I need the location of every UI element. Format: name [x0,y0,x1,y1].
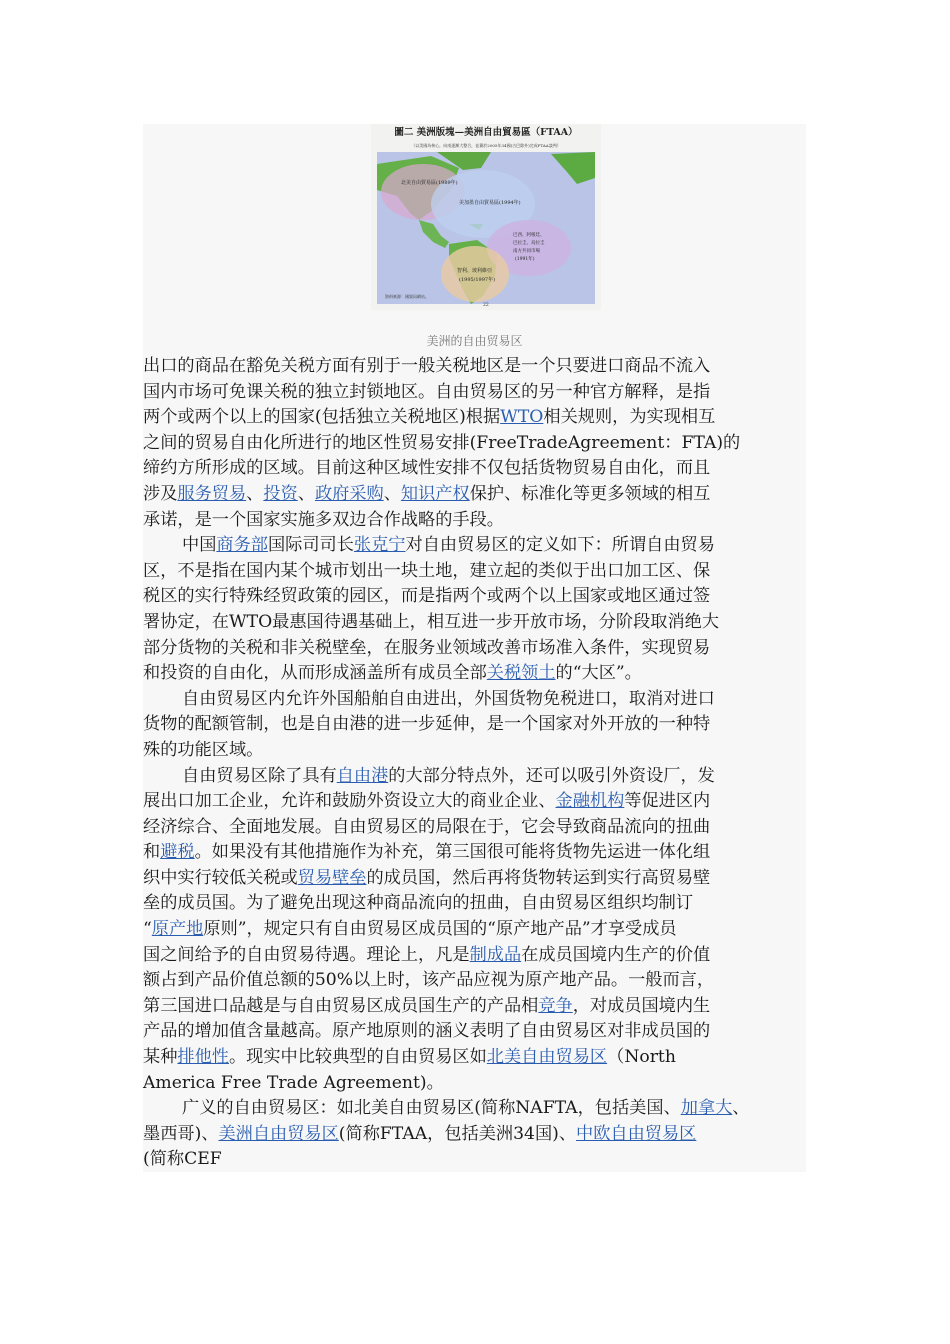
text-segment: 、 [297,483,315,504]
text-segment: 两个或两个以上的国家(包括独立关税地区)根据 [143,407,501,428]
text-segment: 国际司司长 [267,535,354,556]
text-segment: 垒的成员国。为了避免出现这种商品流向的扭曲，自由贸易区组织均制订 [143,893,694,914]
text-line [143,482,828,508]
text-segment: 出口的商品在豁免关税方面有别于一般关税地区是一个只要进口商品不流入 [143,356,711,376]
text-segment: 涉及 [143,483,178,504]
ftaa-map-figure [371,124,601,310]
text-segment: “ [143,919,152,940]
figure-source: 資料來源：國貿局網站。 [385,294,429,299]
text-segment: 原则”，规定只有自由贸易区成员国的“原产地产品”才享受成员 [203,919,677,940]
text-line [143,943,828,969]
text-line [143,866,828,892]
text-line [143,994,828,1020]
hyperlink[interactable]: 投资 [263,483,298,504]
text-segment: 缔约方所形成的区域。目前这种区域性安排不仅包括货物贸易自由化，而且 [143,458,711,479]
text-line [143,380,828,406]
text-segment: 等促进区内 [624,791,711,812]
mercosur-label-1: 巴西、阿根廷、 [513,233,545,238]
text-line [143,533,828,559]
text-line [143,559,828,585]
text-line [143,1045,828,1071]
text-segment: 第三国进口品越是与自由贸易区成员国生产的产品相 [143,995,539,1016]
hyperlink[interactable]: 贸易壁垒 [297,867,367,888]
text-line [143,405,828,431]
text-line [143,508,828,534]
text-segment: 自由贸易区内允许外国船舶自由进出，外国货物免税进口，取消对进口 [182,688,715,709]
text-line [143,764,828,790]
figure-caption: 美洲的自由贸易区 [426,334,523,348]
text-segment: 国内市场可免课关税的独立封锁地区。自由贸易区的另一种官方解释，是指 [143,381,711,402]
hyperlink[interactable]: 美洲自由贸易区 [218,1123,339,1144]
text-segment: 中国 [182,535,217,556]
hyperlink[interactable]: 中欧自由贸易区 [576,1123,697,1144]
text-segment: 的“大区”。 [555,663,642,684]
south-label: 美加墨自由貿易區(1994年) [459,200,521,206]
text-line [143,1147,828,1173]
text-segment: 额占到产品价值总额的50%以上时，该产品应视为原产地产品。一般而言， [143,970,715,991]
mercosur-label-4: (1991年) [515,257,535,262]
hyperlink[interactable]: 关税领土 [486,663,556,684]
chile-label-1: 智利、玻利維亞 [457,268,493,274]
text-line [143,431,828,457]
text-line [143,891,828,917]
text-segment: (简称CEF [143,1149,222,1170]
text-segment: 之间的贸易自由化所进行的地区性贸易安排(FreeTradeAgreement：FTA)的 [143,432,741,453]
text-line [143,456,828,482]
text-segment: 的大部分特点外，还可以吸引外资设厂，发 [388,765,715,786]
text-segment: 经济综合、全面地发展。自由贸易区的局限在于，它会导致商品流向的扭曲 [143,816,711,837]
americas-map-image [371,124,601,310]
figure-title: 圖二 美洲版塊—美洲自由貿易區（FTAA） [394,127,578,138]
text-segment: 产品的增加值含量越高。原产地原则的涵义表明了自由贸易区对非成员国的 [143,1021,711,1042]
hyperlink[interactable]: 知识产权 [400,483,470,504]
mercosur-label-2: 巴拉圭、烏拉圭 [513,241,545,246]
nafta-label: 北美自由貿易區(1989年) [401,180,458,186]
text-line [143,968,828,994]
text-line [143,1096,828,1122]
hyperlink[interactable]: 制成品 [469,944,522,965]
article-body [143,354,828,1173]
hyperlink[interactable]: WTO [500,407,544,428]
chile-bolivia-zone [441,246,509,302]
text-segment: 自由贸易区除了具有 [182,765,337,786]
text-segment: 。如果没有其他措施作为补充，第三国很可能将货物先运进一体化组 [194,842,711,863]
hyperlink[interactable]: 排他性 [177,1047,229,1068]
text-segment: 和 [143,842,161,863]
text-segment: 相关规则，为实现相互 [543,407,716,428]
text-segment: (简称FTAA，包括美洲34国)、 [338,1123,577,1144]
hyperlink[interactable]: 张克宁 [353,535,406,556]
text-segment: 部分货物的关税和非关税壁垒，在服务业领域改善市场准入条件，实现贸易 [143,637,711,658]
text-segment: 署协定，在WTO最惠国待遇基础上，相互进一步开放市场，分阶段取消绝大 [143,611,720,632]
hyperlink[interactable]: 原产地 [151,919,204,940]
text-segment: 织中实行较低关税或 [143,867,298,888]
text-line [143,815,828,841]
hyperlink[interactable]: 加拿大 [680,1098,733,1119]
hyperlink[interactable]: 自由港 [336,765,389,786]
text-line [143,1071,828,1097]
text-segment: 某种 [143,1047,178,1068]
text-line [143,712,828,738]
text-line [143,687,828,713]
hyperlink[interactable]: 商务部 [216,535,268,556]
hyperlink[interactable]: 北美自由贸易区 [486,1047,608,1068]
text-line [143,1019,828,1045]
text-segment: 承诺，是一个国家实施多双边合作战略的手段。 [143,509,504,530]
text-line [143,789,828,815]
text-segment: ，对成员国境内生 [572,995,711,1016]
figure-subtitle: （以美國為核心，向南逐漸大整合，並冀於2005年34國(古巴除外)完成FTAA談判） [411,143,561,148]
text-segment: 殊的功能区域。 [143,739,264,760]
text-segment: 和投资的自由化，从而形成涵盖所有成员全部 [143,663,487,684]
text-segment: 。现实中比较典型的自由贸易区如 [228,1047,487,1068]
text-segment: 税区的实行特殊经贸政策的园区，而是指两个或两个以上国家或地区通过签 [143,586,711,607]
mercosur-label-3: 南方共同市場 [513,249,540,254]
document-page [143,124,806,1172]
text-segment: 区，不是指在国内某个城市划出一块土地，建立起的类似于出口加工区、保 [143,560,711,581]
text-segment: 货物的配额管制，也是自由港的进一步延伸，是一个国家对外开放的一种特 [143,714,711,735]
text-line [143,636,828,662]
text-line [143,584,828,610]
text-line [143,610,828,636]
text-segment: 对自由贸易区的定义如下：所谓自由贸易 [405,535,715,556]
figure-page-number: 22 [483,303,489,308]
text-line [143,840,828,866]
hyperlink[interactable]: 避税 [160,842,195,863]
text-segment: 保护、标准化等更多领域的相互 [469,483,711,504]
text-segment: 的成员国，然后再将货物转运到实行高贸易壁 [366,867,711,888]
text-line [143,738,828,764]
text-line [143,1122,828,1148]
text-segment: America Free Trade Agreement)。 [143,1072,444,1093]
text-line [143,917,828,943]
text-segment: 、 [246,483,264,504]
text-segment: 在成员国境内生产的价值 [521,944,711,965]
text-line [143,661,828,687]
text-segment: 广义的自由贸易区：如北美自由贸易区(简称NAFTA，包括美国、 [182,1098,681,1119]
hyperlink[interactable]: 金融机构 [555,791,625,812]
text-segment: 、 [732,1098,750,1119]
hyperlink[interactable]: 服务贸易 [177,483,247,504]
hyperlink[interactable]: 竞争 [538,995,573,1016]
text-segment: 展出口加工企业，允许和鼓励外资设立大的商业企业、 [143,791,556,812]
text-segment: 、 [383,483,401,504]
chile-label-2: (1995/1997年) [459,277,496,283]
text-segment: 墨西哥)、 [143,1123,219,1144]
hyperlink[interactable]: 政府采购 [314,483,384,504]
text-segment: （North [607,1047,676,1068]
text-line [143,354,828,380]
text-segment: 国之间给予的自由贸易待遇。理论上，凡是 [143,944,470,965]
